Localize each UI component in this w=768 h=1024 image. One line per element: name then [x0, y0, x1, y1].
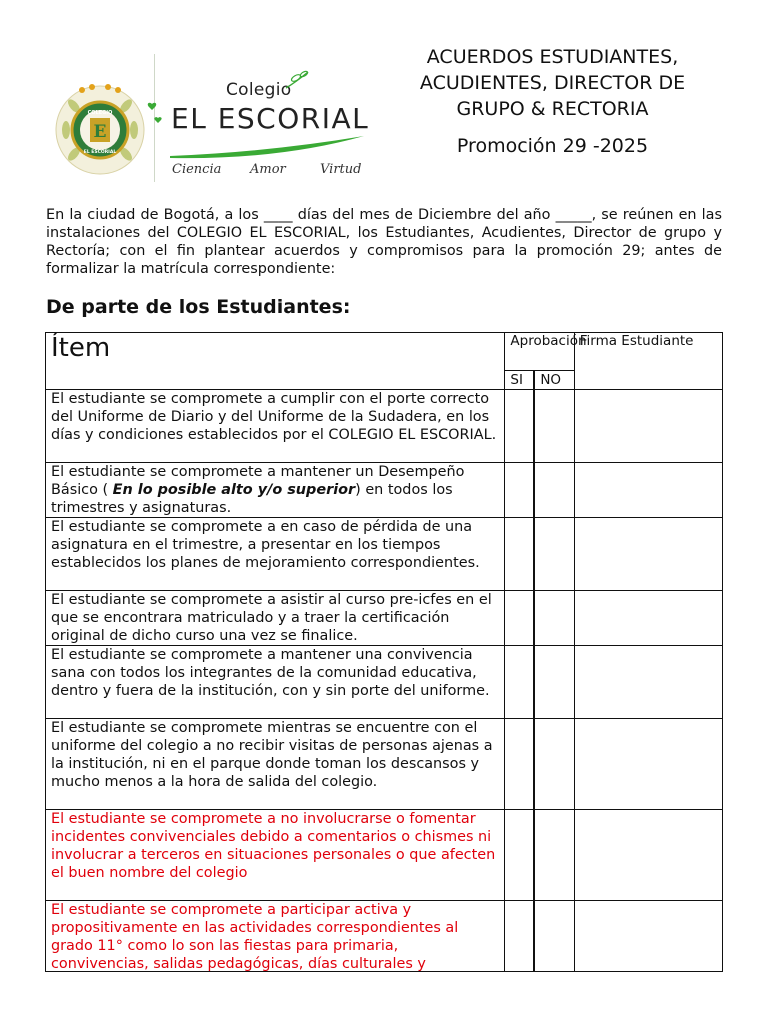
document-title: [395, 44, 710, 122]
header-si: SI: [505, 370, 534, 389]
agreements-table: [45, 332, 723, 972]
leaf-sprig-icon: [282, 68, 312, 92]
svg-text:COLEGIO: COLEGIO: [87, 110, 113, 116]
svg-text:E: E: [93, 122, 107, 142]
header-item: Ítem: [46, 333, 505, 390]
item-text: [46, 463, 505, 518]
item-text: El estudiante se compromete mientras se encuentre con el uniforme del colegio a no recibir visitas de personas ajenas a la institución, ni en el parque donde toman los descansos y mucho menos a la hora de salida del colegio.: [46, 719, 505, 810]
item-text: El estudiante se compromete a mantener una convivencia sana con todos los integrantes de la comunidad educativa, dentro y fuera de la institución, con y sin porte del uniforme.: [46, 646, 505, 719]
si-cell[interactable]: [505, 591, 534, 646]
item-text: El estudiante se compromete a cumplir con el porte correcto del Uniforme de Diario y del Uniforme de la Sudadera, en los días y condiciones establecidos por el COLEGIO EL ESCORIAL.: [46, 390, 505, 463]
item-cell: [46, 901, 505, 972]
signature-cell[interactable]: [574, 810, 722, 901]
table-row: [46, 810, 723, 901]
si-cell[interactable]: [505, 518, 534, 591]
header-aprobacion: Aprobación: [505, 333, 574, 371]
table-row: [46, 901, 723, 972]
table-row: [46, 591, 723, 646]
item-text: El estudiante se compromete a asistir al curso pre-icfes en el que se encontrara matriculado y a traer la certificación original de dicho curso una vez se finalice.: [46, 591, 505, 646]
school-logo: [50, 52, 370, 192]
table-row: [46, 518, 723, 591]
signature-cell[interactable]: [574, 646, 722, 719]
no-cell[interactable]: [534, 646, 574, 719]
item-text-part: El estudiante se compromete a mantener un Desempeño Básico (: [51, 464, 465, 498]
no-cell[interactable]: [534, 518, 574, 591]
si-cell[interactable]: [505, 810, 534, 901]
header-firma-estudiante: Firma Estudiante: [574, 333, 722, 390]
section-heading: De parte de los Estudiantes:: [46, 296, 351, 318]
signature-cell[interactable]: [574, 463, 722, 518]
hearts-icon: [146, 100, 166, 130]
intro-paragraph: En la ciudad de Bogotá, a los ____ días del mes de Diciembre del año _____, se reúnen en las instalaciones del COLEGIO EL ESCORIAL, los Estudiantes, Acudientes, Director de grupo y Rectoría; con el fin plantear acuerdos y compromisos para la promoción 29; antes de formalizar la matrícula correspondiente:: [46, 207, 722, 277]
si-cell[interactable]: [505, 719, 534, 810]
no-cell[interactable]: [534, 390, 574, 463]
motto-ciencia: Ciencia: [172, 162, 222, 177]
table-row: [46, 646, 723, 719]
green-swoosh-icon: [168, 134, 368, 160]
si-cell[interactable]: [505, 463, 534, 518]
table-row: [46, 719, 723, 810]
item-text-part: ) en todos los trimestres y asignaturas.: [51, 482, 453, 516]
signature-cell[interactable]: [574, 719, 722, 810]
no-cell[interactable]: [534, 719, 574, 810]
si-cell[interactable]: [505, 390, 534, 463]
title-line: GRUPO & RECTORIA: [456, 98, 649, 120]
table-row: [46, 463, 723, 518]
school-seal-icon: [52, 82, 148, 178]
item-emphasis: En lo posible alto y/o superior: [112, 482, 356, 498]
table-row: [46, 390, 723, 463]
motto-amor: Amor: [250, 162, 286, 177]
si-cell[interactable]: [505, 646, 534, 719]
signature-cell[interactable]: [574, 591, 722, 646]
motto-virtud: Virtud: [320, 162, 362, 177]
logo-school-name: EL ESCORIAL: [171, 102, 370, 135]
title-line: ACUERDOS ESTUDIANTES,: [426, 46, 679, 68]
signature-cell[interactable]: [574, 390, 722, 463]
no-cell[interactable]: [534, 591, 574, 646]
document-subtitle: Promoción 29 -2025: [456, 135, 649, 157]
item-text: El estudiante se compromete a en caso de pérdida de una asignatura en el trimestre, a presentar en los tiempos establecidos los planes de mejoramiento correspondientes.: [46, 518, 505, 591]
signature-cell[interactable]: [574, 901, 722, 972]
no-cell[interactable]: [534, 463, 574, 518]
header-no: NO: [534, 370, 574, 389]
si-cell[interactable]: [505, 901, 534, 972]
title-line: ACUDIENTES, DIRECTOR DE: [419, 72, 686, 94]
no-cell[interactable]: [534, 810, 574, 901]
svg-text:EL ESCORIAL: EL ESCORIAL: [83, 150, 117, 155]
item-text: El estudiante se compromete a no involucrarse o fomentar incidentes convivenciales debido a comentarios o chismes ni involucrar a terceros en situaciones personales o que afecten el buen nombre del colegio: [46, 810, 505, 901]
logo-colegio-text: Colegio: [226, 80, 292, 100]
signature-cell[interactable]: [574, 518, 722, 591]
no-cell[interactable]: [534, 901, 574, 972]
item-text: El estudiante se compromete a participar activa y propositivamente en las actividades correspondientes al grado 11° como lo son las fiestas para primaria, convivencias, salidas pedagógicas, días culturales y: [51, 902, 459, 971]
